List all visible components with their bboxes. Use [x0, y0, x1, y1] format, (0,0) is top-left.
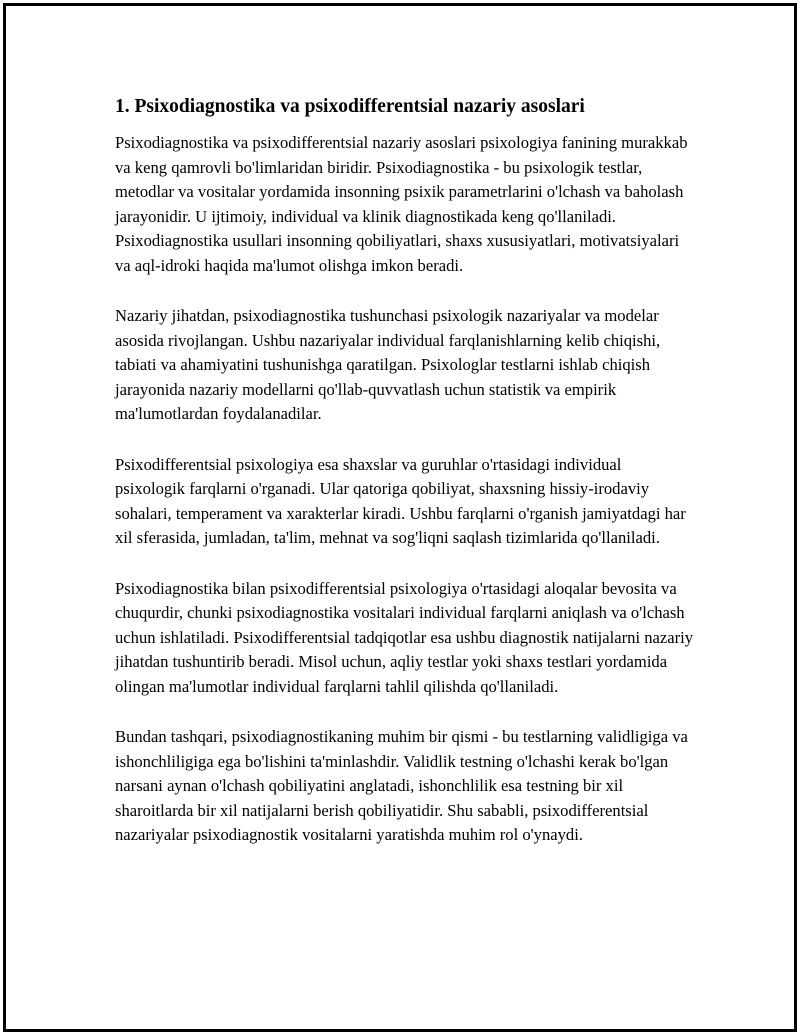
document-body — [115, 95, 695, 874]
paragraph-5: Bundan tashqari, psixodiagnostikaning muhim bir qismi - bu testlarning validligiga va ishonchliligiga ega bo'lishini ta'minlashdir. Validlik testning o'lchashi kerak bo'lgan narsani aynan o'lchash qobiliyatini anglatadi, ishonchlilik esa testning bir xil sharoitlarda bir xil natijalarni berish qobiliyatidir. Shu sababli, psixodifferentsial nazariyalar psixodiagnostik vositalarni yaratishda muhim rol o'ynaydi. — [115, 727, 688, 844]
document-title: 1. Psixodiagnostika va psixodifferentsial nazariy asoslari — [115, 96, 585, 117]
paragraph-2: Nazariy jihatdan, psixodiagnostika tushunchasi psixologik nazariyalar va modelar asosida rivojlangan. Ushbu nazariyalar individual farqlanishlarning kelib chiqishi, tabiati va ahamiyatini tushunishga qaratilgan. Psixologlar testlarni ishlab chiqish jarayonida nazariy modellarni qo'llab-quvvatlash uchun statistik va empirik ma'lumotlardan foydalanadilar. — [115, 306, 661, 423]
paragraph-3: Psixodifferentsial psixologiya esa shaxslar va guruhlar o'rtasidagi individual psixologik farqlarni o'rganadi. Ular qatoriga qobiliyat, shaxsning hissiy-irodaviy sohalari, temperament va xarakterlar kiradi. Ushbu farqlarni o'rganish jamiyatdagi har xil sferasida, jumladan, ta'lim, mehnat va sog'liqni saqlash tizimlarida qo'llaniladi. — [115, 454, 686, 547]
paragraph-1: Psixodiagnostika va psixodifferentsial nazariy asoslari psixologiya fanining murakkab va keng qamrovli bo'limlaridan biridir. Psixodiagnostika - bu psixologik testlar, metodlar va vositalar yordamida insonning psixik parametrlarini o'lchash va baholash jarayonidir. U ijtimoiy, individual va klinik diagnostikada keng qo'llaniladi. Psixodiagnostika usullari insonning qobiliyatlari, shaxs xususiyatlari, motivatsiyalari va aql-idroki haqida ma'lumot olishga imkon beradi. — [115, 133, 688, 275]
paragraph-4: Psixodiagnostika bilan psixodifferentsial psixologiya o'rtasidagi aloqalar bevosita va chuqurdir, chunki psixodiagnostika vositalari individual farqlarni aniqlash va o'lchash uchun ishlatiladi. Psixodifferentsial tadqiqotlar esa ushbu diagnostik natijalarni nazariy jihatdan tushuntirib beradi. Misol uchun, aqliy testlar yoki shaxs testlari yordamida olingan ma'lumotlar individual farqlarni tahlil qilishda qo'llaniladi. — [115, 578, 694, 696]
